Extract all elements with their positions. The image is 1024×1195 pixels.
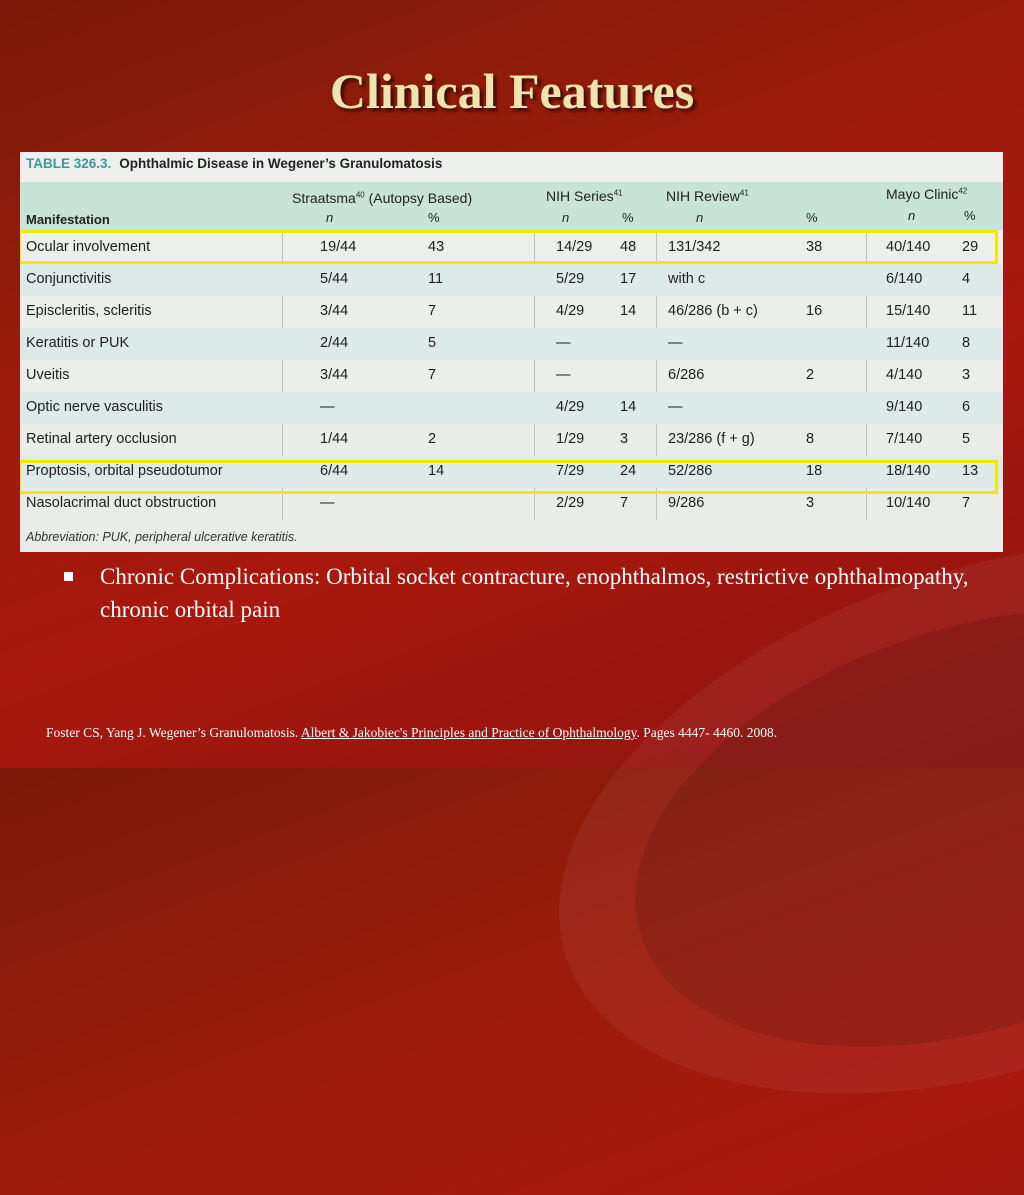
cell-manifestation: Keratitis or PUK [26,335,130,351]
header-straatsma-n: n [326,210,334,225]
cell-mayo-n: 7/140 [886,431,923,447]
cell-nih-review-n: 6/286 [668,367,705,383]
table-abbreviation: Abbreviation: PUK, peripheral ulcerative keratitis. [26,530,298,544]
slide-title: Clinical Features [329,63,695,119]
table-row [20,328,1003,360]
cell-straatsma-pct: 2 [428,431,437,447]
cell-nih-series-n: 4/29 [556,303,585,319]
background-swoosh [489,441,1024,1195]
cell-nih-series-n: 5/29 [556,271,585,287]
cell-mayo-n: 10/140 [886,495,931,511]
highlight-box-proptosis [20,460,998,494]
cell-straatsma-pct: 7 [428,303,437,319]
table-title: Ophthalmic Disease in Wegener’s Granulomatosis [119,156,443,171]
cell-straatsma-pct: 14 [428,463,445,479]
cell-mayo-pct: 13 [962,463,979,479]
cell-nih-series-n: — [556,367,571,383]
cell-nih-series-pct: 7 [620,495,629,511]
cell-manifestation: Optic nerve vasculitis [26,399,163,415]
cell-mayo-pct: 3 [962,367,971,383]
cell-straatsma-pct: 11 [428,271,444,287]
bullet-square-icon [64,572,73,581]
cell-nih-review-pct: 16 [806,303,823,319]
cell-nih-review-n: with c [668,271,706,287]
cell-nih-review-pct: 8 [806,431,815,447]
cell-nih-series-n: 14/29 [556,239,593,255]
cell-nih-series-pct: 3 [620,431,629,447]
table-header [20,182,1003,230]
cell-manifestation: Ocular involvement [26,239,151,255]
cell-mayo-n: 6/140 [886,271,923,287]
cell-straatsma-n: 2/44 [320,335,349,351]
cell-nih-series-pct: 17 [620,271,637,287]
cell-nih-review-n: — [668,335,683,351]
cell-mayo-pct: 5 [962,431,971,447]
cell-mayo-pct: 11 [962,303,978,319]
cell-mayo-n: 40/140 [886,239,931,255]
table-caption [26,156,442,171]
cell-straatsma-n: 3/44 [320,367,349,383]
cell-nih-review-pct: 2 [806,367,815,383]
header-manifestation: Manifestation [26,212,110,227]
header-mayo-pct: % [964,208,976,223]
cell-manifestation: Conjunctivitis [26,271,112,287]
header-nih-series: NIH Series$^{41}$ [546,188,623,204]
citation-footer [46,725,777,741]
header-straatsma: Straatsma$^{40}$ (Autopsy Based) [292,190,473,206]
cell-nih-review-pct: 3 [806,495,815,511]
cell-mayo-pct: 6 [962,399,971,415]
cell-mayo-n: 11/140 [886,335,930,351]
cell-straatsma-n: 1/44 [320,431,349,447]
cell-nih-series-n: 4/29 [556,399,585,415]
cell-nih-review-n: 131/342 [668,239,721,255]
header-mayo-clinic: Mayo Clinic$^{42}$ [886,186,968,202]
table-number: TABLE 326.3. [26,156,112,171]
highlight-box-ocular-involvement [20,230,998,264]
header-nih-series-pct: % [622,210,634,225]
cell-nih-series-pct: 14 [620,399,637,415]
header-mayo-n: n [908,208,916,223]
cell-mayo-pct: 8 [962,335,971,351]
cell-straatsma-n: 5/44 [320,271,349,287]
cell-nih-review-n: 46/286 (b + c) [668,303,758,319]
cell-manifestation: Nasolacrimal duct obstruction [26,495,217,511]
cell-straatsma-n: — [320,399,335,415]
cell-straatsma-pct: 5 [428,335,437,351]
cell-manifestation: Episcleritis, scleritis [26,303,152,319]
table-row [20,264,1003,296]
bullet-list [62,560,982,626]
cell-nih-review-pct: 18 [806,463,823,479]
header-nih-series-n: n [562,210,570,225]
table-image [20,152,1003,552]
cell-nih-review-n: 9/286 [668,495,705,511]
cell-nih-review-n: 52/286 [668,463,713,479]
cell-nih-series-n: 2/29 [556,495,585,511]
cell-manifestation: Uveitis [26,367,70,383]
header-nih-review-n: n [696,210,704,225]
cell-nih-series-pct: 14 [620,303,637,319]
header-nih-review: NIH Review$^{41}$ [666,188,749,204]
cell-manifestation: Retinal artery occlusion [26,431,177,447]
table-row [20,296,1003,328]
cell-mayo-n: 9/140 [886,399,923,415]
cell-straatsma-n: 3/44 [320,303,349,319]
cell-straatsma-n: 19/44 [320,239,357,255]
citation-link[interactable]: Albert & Jakobiec's Principles and Practice of Ophthalmology [300,725,637,740]
cell-mayo-n: 15/140 [886,303,931,319]
cell-nih-review-n: — [668,399,683,415]
citation-prefix: Foster CS, Yang J. Wegener’s Granulomatosis. [46,725,301,740]
cell-straatsma-n: 6/44 [320,463,349,479]
table-row [20,424,1003,456]
cell-nih-series-pct: 24 [620,463,637,479]
header-straatsma-pct: % [428,210,440,225]
cell-mayo-pct: 7 [962,495,971,511]
cell-nih-series-n: 1/29 [556,431,585,447]
citation-suffix: . Pages 4447- 4460. 2008. [636,725,778,740]
cell-straatsma-pct: 43 [428,239,445,255]
cell-manifestation: Proptosis, orbital pseudotumor [26,463,223,479]
cell-nih-series-n: 7/29 [556,463,585,479]
table-row [20,392,1003,424]
bullet-text: Chronic Complications: Orbital socket contracture, enophthalmos, restrictive ophthalmopathy, chronic orbital pain [100,564,969,622]
cell-mayo-n: 18/140 [886,463,931,479]
cell-nih-series-pct: 48 [620,239,637,255]
cell-mayo-n: 4/140 [886,367,923,383]
header-nih-review-pct: % [806,210,818,225]
cell-straatsma-pct: 7 [428,367,437,383]
table-row [20,360,1003,392]
bullet-item [62,560,982,626]
cell-nih-series-n: — [556,335,571,351]
cell-mayo-pct: 4 [962,271,971,287]
cell-nih-review-n: 23/286 (f + g) [668,431,755,447]
cell-mayo-pct: 29 [962,239,979,255]
cell-nih-review-pct: 38 [806,239,823,255]
cell-straatsma-n: — [320,495,335,511]
